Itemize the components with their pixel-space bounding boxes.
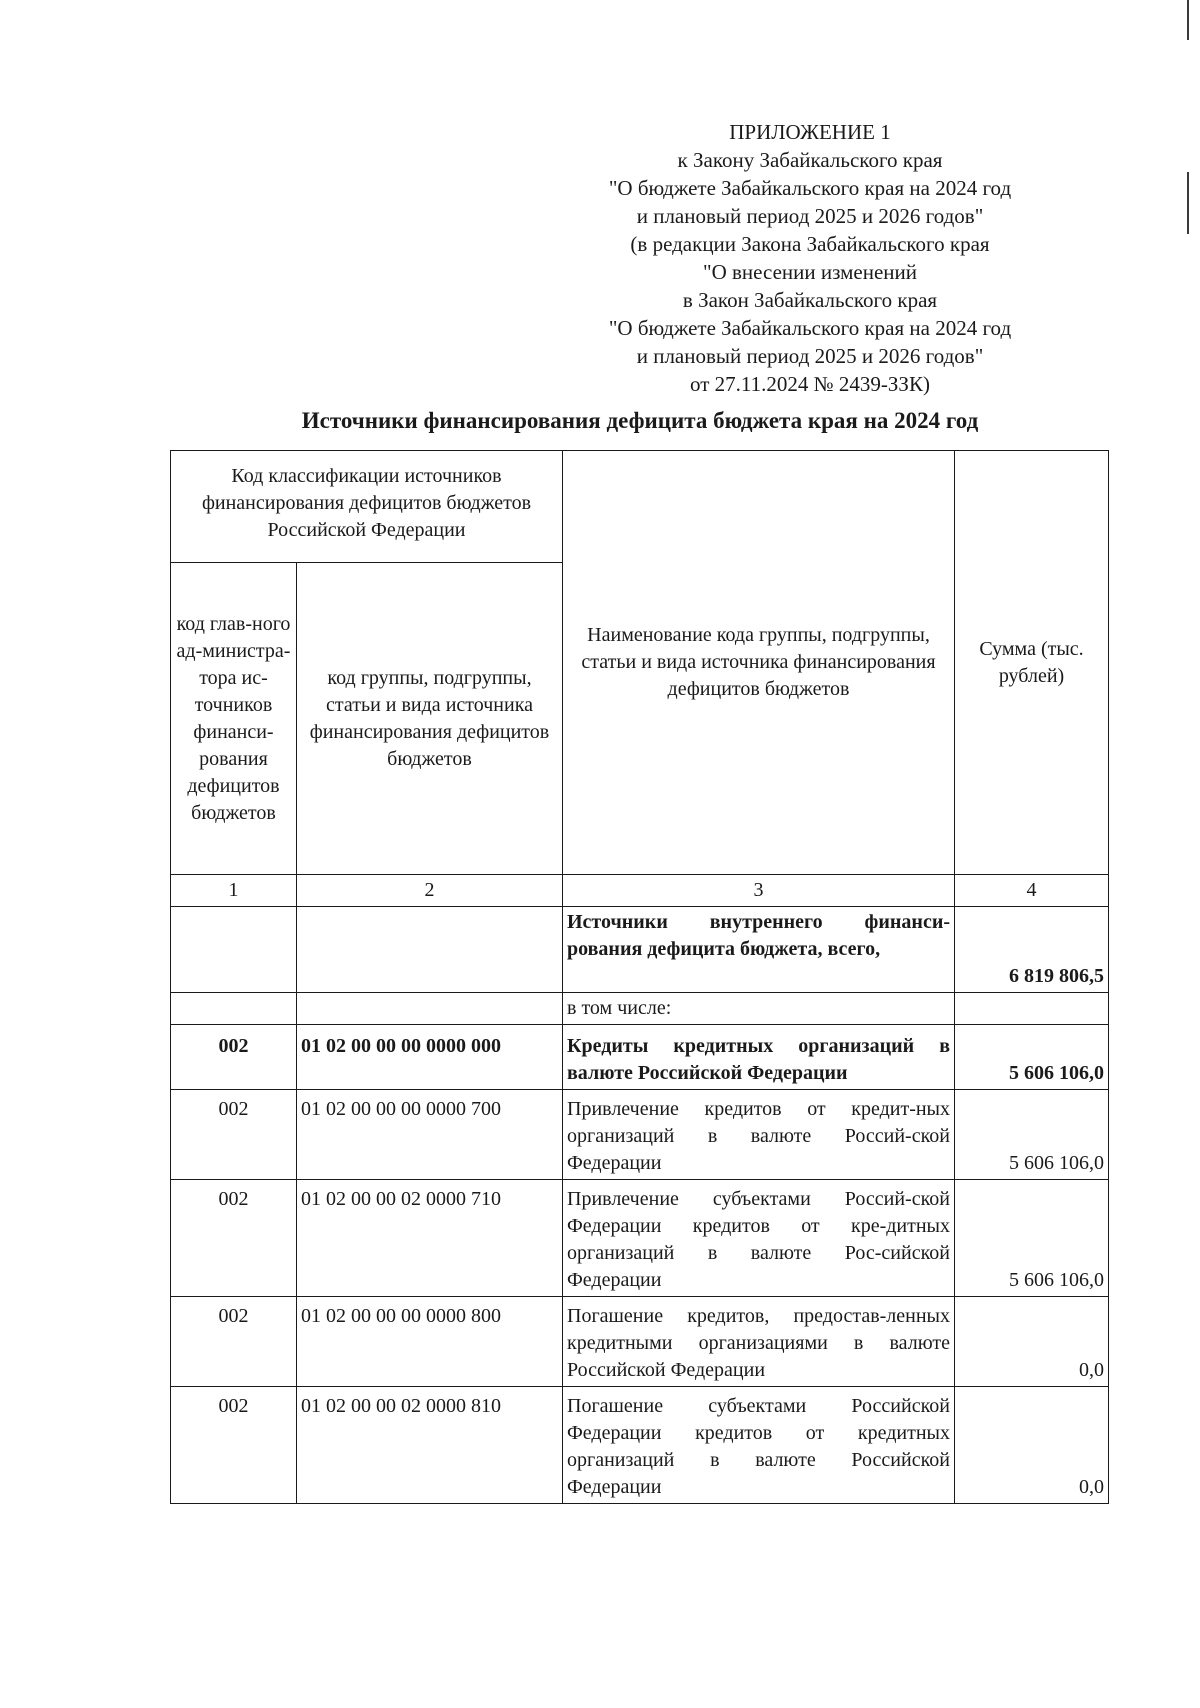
appendix-header-line: и плановый период 2025 и 2026 годов": [636, 204, 984, 228]
total-row: [171, 907, 1109, 993]
row-admin-code: 002: [171, 1180, 297, 1297]
classification-code-header: Код классификации источников финансирования дефицитов бюджетов Российской Федерации: [171, 451, 563, 563]
row-name: Кредиты кредитных организаций в валюте Российской Федерации: [563, 1025, 955, 1090]
total-admin-code: [171, 907, 297, 993]
table-row: [171, 1025, 1109, 1090]
row-admin-code: 002: [171, 1090, 297, 1180]
appendix-header: [560, 118, 1060, 398]
admin-code-column-header: код глав-ного ад-министра-тора ис-точников финанси-рования дефицитов бюджетов: [171, 563, 297, 875]
including-empty-cell: [297, 993, 563, 1025]
total-amount: 6 819 806,5: [955, 907, 1109, 993]
table-row: [171, 1090, 1109, 1180]
row-group-code: 01 02 00 00 02 0000 810: [297, 1387, 563, 1504]
row-admin-code: 002: [171, 1387, 297, 1504]
name-column-header: Наименование кода группы, подгруппы, статьи и вида источника финансирования дефицитов бюджетов: [563, 451, 955, 875]
appendix-header-line: к Закону Забайкальского края: [677, 148, 943, 172]
row-name: Погашение субъектами Российской Федерации кредитов от кредитных организаций в валюте Российской Федерации: [563, 1387, 955, 1504]
including-empty-cell: [955, 993, 1109, 1025]
column-number: 3: [563, 875, 955, 907]
document-title: Источники финансирования дефицита бюджета края на 2024 год: [301, 408, 979, 433]
row-admin-code: 002: [171, 1297, 297, 1387]
appendix-header-line: "О внесении изменений: [703, 260, 917, 284]
appendix-header-line: "О бюджете Забайкальского края на 2024 год: [608, 316, 1012, 340]
row-admin-code: 002: [171, 1025, 297, 1090]
row-group-code: 01 02 00 00 00 0000 700: [297, 1090, 563, 1180]
appendix-header-line: (в редакции Закона Забайкальского края: [630, 232, 990, 256]
table-row: [171, 1180, 1109, 1297]
row-amount: 0,0: [955, 1387, 1109, 1504]
table-header-row: [171, 451, 1109, 563]
appendix-header-line: ПРИЛОЖЕНИЕ 1: [729, 120, 891, 144]
row-group-code: 01 02 00 00 02 0000 710: [297, 1180, 563, 1297]
column-number: 4: [955, 875, 1109, 907]
scan-edge-line-middle: [1187, 172, 1189, 234]
including-row: [171, 993, 1109, 1025]
column-number: 1: [171, 875, 297, 907]
row-name: Привлечение кредитов от кредит-ных организаций в валюте Россий-ской Федерации: [563, 1090, 955, 1180]
row-group-code: 01 02 00 00 00 0000 000: [297, 1025, 563, 1090]
appendix-header-line: "О бюджете Забайкальского края на 2024 год: [608, 176, 1012, 200]
row-amount: 5 606 106,0: [955, 1090, 1109, 1180]
column-numbers-row: [171, 875, 1109, 907]
table-row: [171, 1387, 1109, 1504]
total-name: Источники внутреннего финанси-рования дефицита бюджета, всего,: [563, 907, 955, 993]
financing-sources-table: [170, 450, 1109, 1504]
table-row: [171, 1297, 1109, 1387]
row-amount: 5 606 106,0: [955, 1180, 1109, 1297]
row-name: Привлечение субъектами Россий-ской Федерации кредитов от кре-дитных организаций в валюте Рос-сийской Федерации: [563, 1180, 955, 1297]
appendix-header-line: от 27.11.2024 № 2439-ЗЗК): [690, 372, 930, 396]
amount-column-header: Сумма (тыс. рублей): [955, 451, 1109, 875]
group-code-column-header: код группы, подгруппы, статьи и вида источника финансирования дефицитов бюджетов: [297, 563, 563, 875]
row-group-code: 01 02 00 00 00 0000 800: [297, 1297, 563, 1387]
scan-edge-line-top: [1187, 0, 1189, 40]
appendix-header-line: и плановый период 2025 и 2026 годов": [636, 344, 984, 368]
appendix-header-line: в Закон Забайкальского края: [682, 288, 938, 312]
row-amount: 5 606 106,0: [955, 1025, 1109, 1090]
row-name: Погашение кредитов, предостав-ленных кредитными организациями в валюте Российской Федерации: [563, 1297, 955, 1387]
including-label: в том числе:: [563, 993, 955, 1025]
total-group-code: [297, 907, 563, 993]
row-amount: 0,0: [955, 1297, 1109, 1387]
column-number: 2: [297, 875, 563, 907]
including-empty-cell: [171, 993, 297, 1025]
